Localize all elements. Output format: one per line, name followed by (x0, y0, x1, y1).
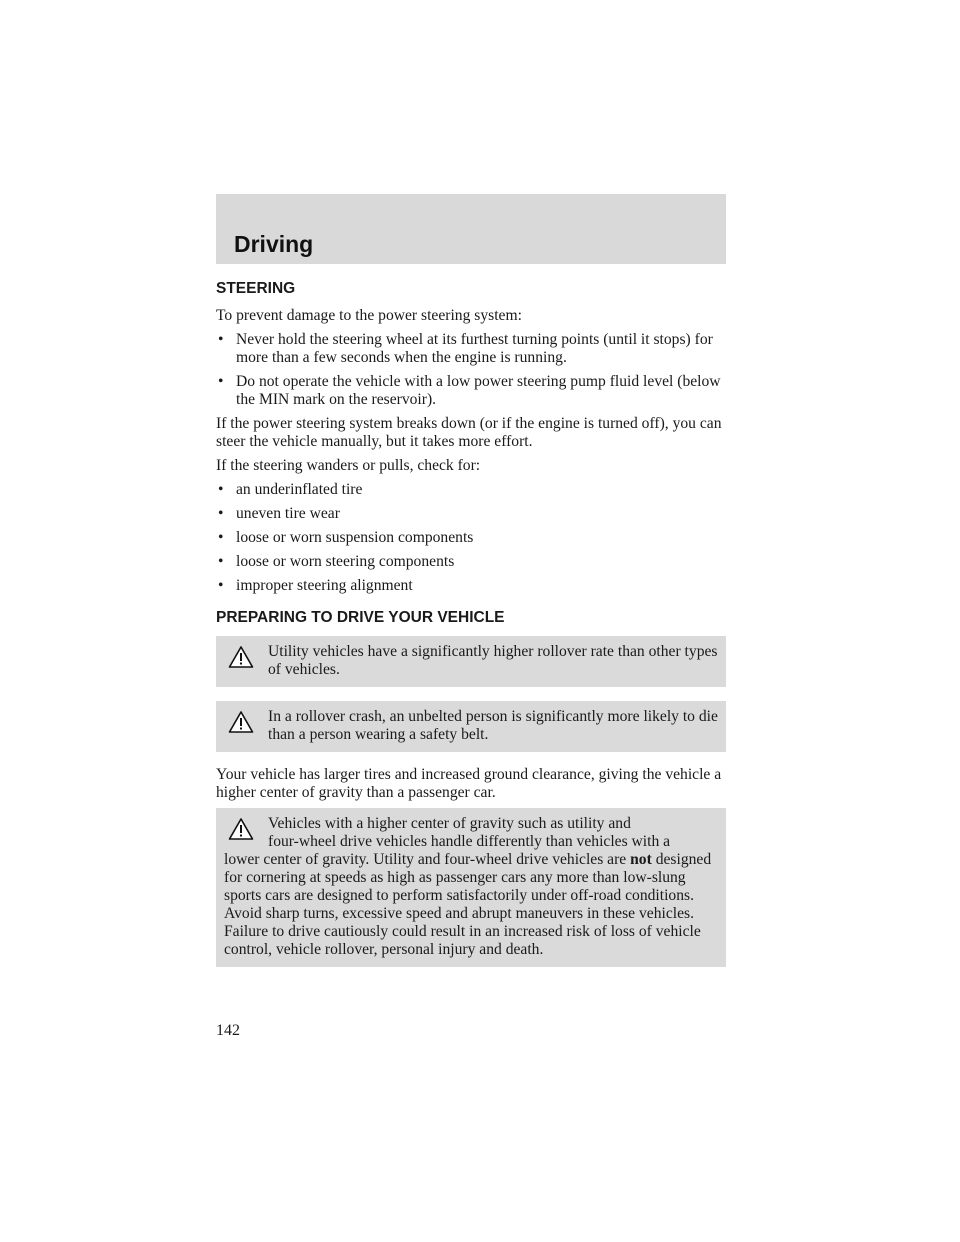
check-item: • loose or worn suspension components (216, 529, 726, 547)
steering-check-intro: If the steering wanders or pulls, check for: (216, 457, 481, 474)
warning-triangle-icon (228, 817, 254, 841)
check-item: • uneven tire wear (216, 505, 726, 523)
page-content (216, 280, 726, 981)
section-title: Driving (234, 231, 314, 257)
warning-box-rollover-rate (216, 636, 726, 687)
warning-box-safety-belt (216, 701, 726, 752)
warning-text-line: Vehicles with a higher center of gravity such as utility and (268, 815, 631, 832)
preparing-heading: PREPARING TO DRIVE YOUR VEHICLE (216, 609, 505, 626)
warning-text: designed for cornering at speeds as high as passenger cars any more than low-slung sports cars are designed to perform satisfactorily under off-road conditions. Avoid sharp turns, excessive speed and abrupt maneuvers in these vehicles. Failure to drive cautiously could result in an increased risk of loss of vehicle control, vehicle rollover, personal injury and death. (224, 851, 712, 958)
warning-box-handling (216, 808, 726, 967)
steering-bullet: • Do not operate the vehicle with a low power steering pump fluid level (below the MIN mark on the reservoir). (216, 373, 726, 409)
steering-breakdown-text: If the power steering system breaks down (or if the engine is turned off), you can steer the vehicle manually, but it takes more effort. (216, 415, 722, 450)
warning-triangle-icon (228, 645, 254, 669)
section-header (216, 194, 726, 264)
check-item: • loose or worn steering components (216, 553, 726, 571)
steering-heading: STEERING (216, 280, 296, 297)
center-of-gravity-text: Your vehicle has larger tires and increased ground clearance, giving the vehicle a higher center of gravity than a passenger car. (216, 766, 722, 801)
page-number: 142 (216, 1022, 240, 1039)
warning-text: Utility vehicles have a significantly higher rollover rate than other types of vehicles. (268, 643, 718, 678)
warning-text-line: four-wheel drive vehicles handle differently than vehicles with a (268, 833, 671, 850)
warning-text: In a rollover crash, an unbelted person is significantly more likely to die than a person wearing a safety belt. (268, 708, 718, 743)
warning-emphasis: not (630, 851, 652, 868)
check-item: • an underinflated tire (216, 481, 726, 499)
warning-triangle-icon (228, 710, 254, 734)
check-item: • improper steering alignment (216, 577, 726, 595)
steering-intro: To prevent damage to the power steering system: (216, 307, 522, 324)
warning-text: lower center of gravity. Utility and four-wheel drive vehicles are (224, 851, 631, 868)
steering-bullet: • Never hold the steering wheel at its furthest turning points (until it stops) for more than a few seconds when the engine is running. (216, 331, 726, 367)
